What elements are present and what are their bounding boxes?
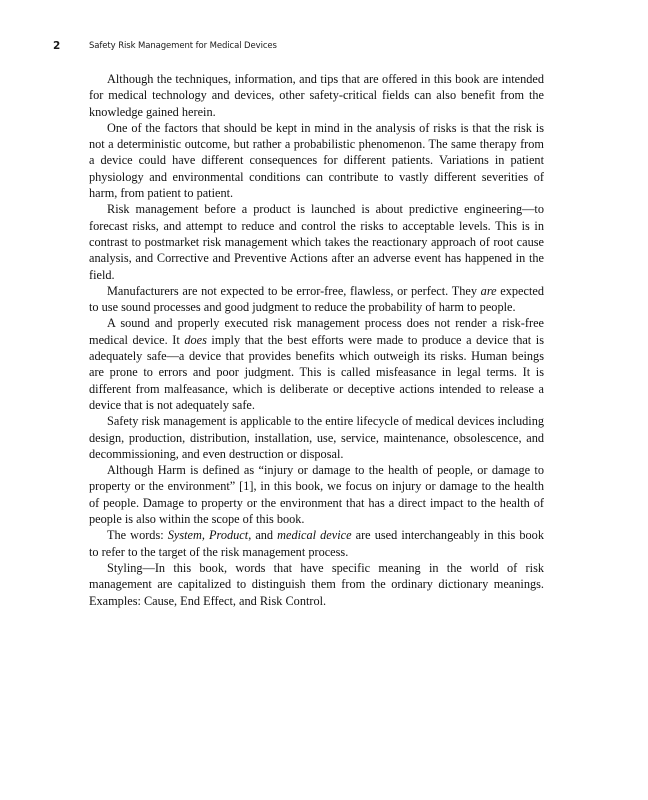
paragraph-9: Styling—In this book, words that have specific meaning in the world of risk management are capitalized to distinguish them from the ordinary dictionary meanings. Examples: Cause, End Effect, and Risk Control. bbox=[89, 560, 544, 608]
body-text bbox=[89, 71, 544, 609]
paragraph-8-emphasis-1: System, Product bbox=[167, 528, 249, 543]
paragraph-3: Risk management before a product is launched is about predictive engineering—to forecast risks, and attempt to reduce and control the risks to acceptable levels. This is in contrast to postmarket risk management which takes the reactionary approach of root cause analysis, and Corrective and Preventive Actions after an adverse event has happened in the field. bbox=[89, 202, 544, 282]
paragraph-7: Although Harm is defined as “injury or damage to the health of people, or damage to property or the environment” [1], in this book, we focus on injury or damage to the health of people. Damage to property or the environment that has a direct impact to the health of people is also within the scope of this book. bbox=[89, 463, 544, 527]
paragraph-4-text-a: Manufacturers are not expected to be error-free, flawless, or perfect. They bbox=[107, 283, 481, 298]
paragraph-2: One of the factors that should be kept in mind in the analysis of risks is that the risk is not a deterministic outcome, but rather a probabilistic phenomenon. The same therapy from a device could have different consequences for different patients. Variations in patient physiology and environmental conditions can contribute to vastly different severities of harm, from patient to patient. bbox=[89, 120, 544, 201]
paragraph-5-text-c: imply that the best efforts were made to produce a device that is adequately safe—a device that provides benefits which outweigh its risks. Human beings are prone to errors and poor judgment. This is called misfeasance in legal terms. It is different from malfeasance, which is deliberate or deceptive actions intended to release a device that is not adequately safe. bbox=[89, 332, 544, 412]
paragraph-8-text-c: , and bbox=[248, 528, 278, 543]
paragraph-8 bbox=[89, 527, 544, 560]
running-title: Safety Risk Management for Medical Devices bbox=[89, 41, 277, 51]
paragraph-4 bbox=[89, 283, 544, 316]
paragraph-5-text-a: A sound and properly executed risk management process does not render a risk-free medical device. It bbox=[89, 316, 544, 347]
paragraph-5 bbox=[89, 315, 544, 413]
paragraph-4-emphasis: are bbox=[480, 283, 497, 298]
running-head bbox=[0, 38, 648, 54]
paragraph-1: Although the techniques, information, and tips that are offered in this book are intended for medical technology and devices, other safety-critical fields can also benefit from the knowledge gained herein. bbox=[89, 72, 544, 119]
paragraph-8-emphasis-2: medical device bbox=[277, 528, 352, 543]
page-number: 2 bbox=[53, 40, 61, 52]
paragraph-6: Safety risk management is applicable to the entire lifecycle of medical devices including design, production, distribution, installation, use, service, maintenance, obsolescence, and decommissioning, and even destruction or disposal. bbox=[89, 414, 544, 461]
paragraph-5-emphasis: does bbox=[184, 332, 207, 347]
paragraph-4-text-c: expected to use sound processes and good judgment to reduce the probability of harm to people. bbox=[89, 283, 544, 315]
paragraph-8-text-e: are used interchangeably in this book to refer to the target of the risk management process. bbox=[89, 528, 544, 559]
paragraph-8-text-a: The words: bbox=[107, 528, 168, 543]
